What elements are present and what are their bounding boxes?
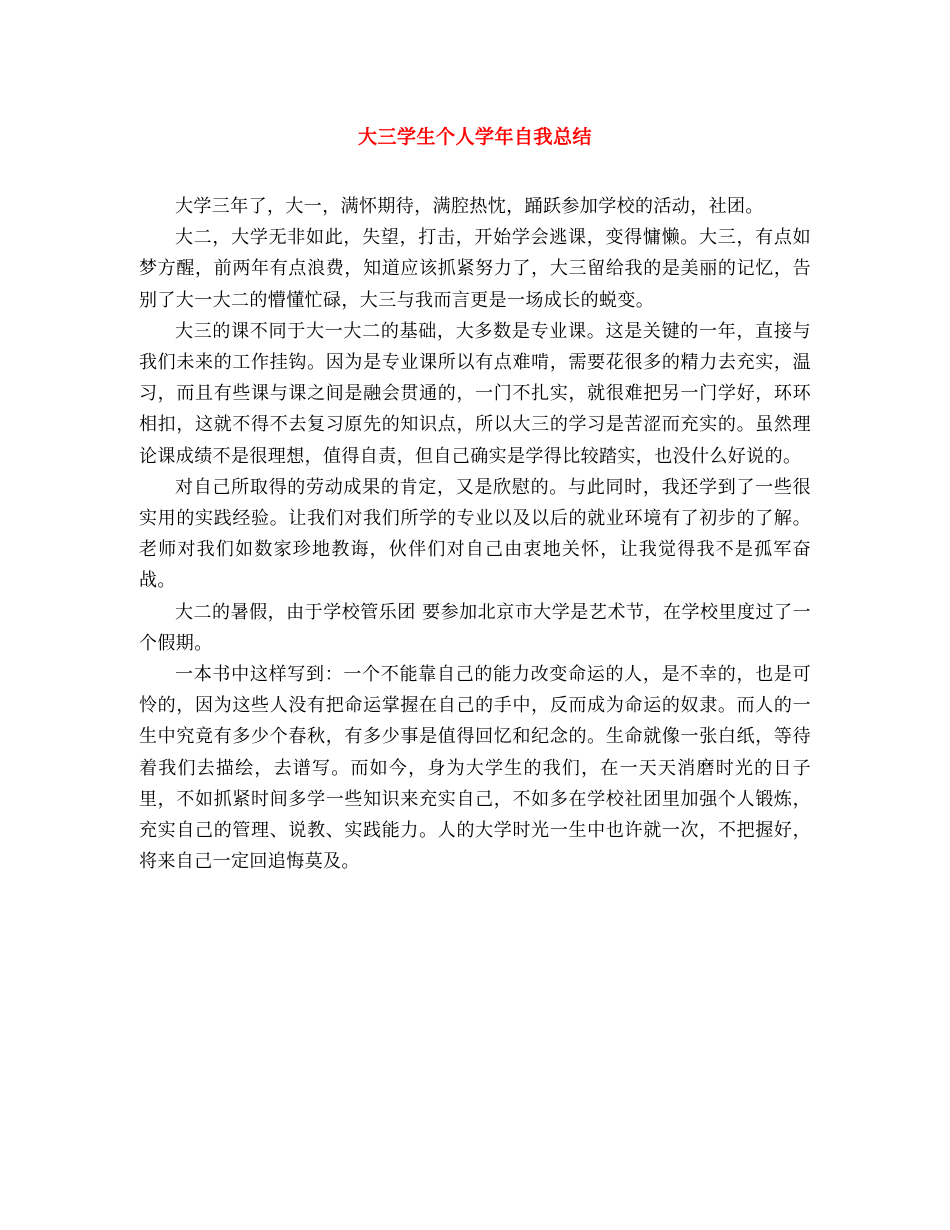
document-body <box>139 191 811 877</box>
paragraph-5: 大二的暑假，由于学校管乐团 要参加北京市大学是艺术节，在学校里度过了一个假期。 <box>139 601 811 654</box>
document-title: 大三学生个人学年自我总结 <box>357 126 592 148</box>
paragraph-3: 大三的课不同于大一大二的基础，大多数是专业课。这是关键的一年，直接与我们未来的工作挂钩。因为是专业课所以有点难啃，需要花很多的精力去充实，温习，而且有些课与课之间是融会贯通的，一门不扎实，就很难把另一门学好，环环相扣，这就不得不去复习原先的知识点，所以大三的学习是苦涩而充实的。虽然理论课成绩不是很理想，值得自责，但自己确实是学得比较踏实，也没什么好说的。 <box>139 320 811 467</box>
paragraph-6: 一本书中这样写到：一个不能靠自己的能力改变命运的人，是不幸的，也是可怜的，因为这些人没有把命运掌握在自己的手中，反而成为命运的奴隶。而人的一生中究竟有多少个春秋，有多少事是值得回忆和纪念的。生命就像一张白纸，等待着我们去描绘，去谱写。而如今，身为大学生的我们，在一天天消磨时光的日子里，不如抓紧时间多学一些知识来充实自己，不如多在学校社团里加强个人锻炼，充实自己的管理、说教、实践能力。人的大学时光一生中也许就一次，不把握好，将来自己一定回追悔莫及。 <box>139 664 811 873</box>
paragraph-2: 大二，大学无非如此，失望，打击，开始学会逃课，变得慵懒。大三，有点如梦方醒，前两年有点浪费，知道应该抓紧努力了，大三留给我的是美丽的记忆，告别了大一大二的懵懂忙碌，大三与我而言更是一场成长的蜕变。 <box>139 227 811 311</box>
paragraph-4: 对自己所取得的劳动成果的肯定，又是欣慰的。与此同时，我还学到了一些很实用的实践经验。让我们对我们所学的专业以及以后的就业环境有了初步的了解。老师对我们如数家珍地教诲，伙伴们对自己由衷地关怀，让我觉得我不是孤军奋战。 <box>139 476 811 592</box>
paragraph-1: 大学三年了，大一，满怀期待，满腔热忱，踊跃参加学校的活动，社团。 <box>175 196 764 217</box>
